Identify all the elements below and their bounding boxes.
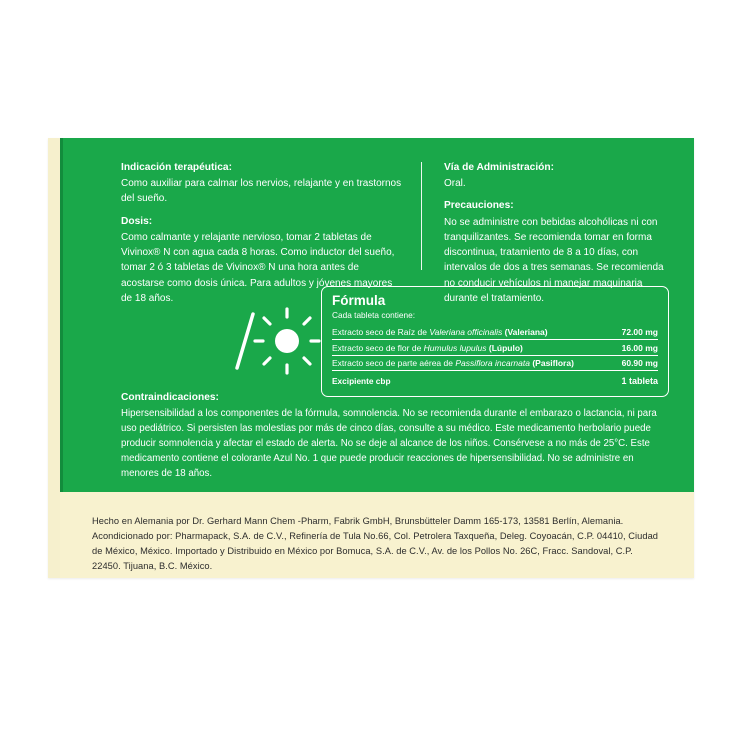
slash-divider-icon (237, 314, 253, 368)
route-text: Oral. (444, 178, 466, 190)
indication-heading: Indicación terapéutica: (121, 162, 232, 173)
sun-icon (255, 309, 319, 373)
contraindications-heading: Contraindicaciones: (121, 392, 219, 403)
formula-subtitle: Cada tableta contiene: (332, 310, 416, 321)
ingredient-amount: 16.00 mg (621, 342, 658, 353)
manufacturer-text: Hecho en Alemania por Dr. Gerhard Mann Chem -Pharm, Fabrik GmbH, Brunsbütteler Damm 165-173, 13581 Berlín, Alemania. Acondicionado por: Pharmapack, S.A. de C.V., Refinería de Tula No.66, Col. Petrolera Taxqueña, Deleg. Coyoacán, C.P. 04410, Ciudad de México, México. Importado y Distribuido en México por Bomuca, S.A. de C.V., Av. de los Pollos No. 26C, Fracc. Sandoval, C.P. 22450. Tijuana, B.C. México. (92, 516, 659, 572)
table-row (332, 355, 658, 370)
indication-text: Como auxiliar para calmar los nervios, relajante y en trastornos del sueño. (121, 178, 402, 205)
ingredient-name: Extracto seco de parte aérea de Passiflora incarnata (Pasiflora) (332, 357, 574, 368)
dosage-text: Como calmante y relajante nervioso, tomar 2 tabletas de Vivinox® N con agua cada 8 horas. Como inductor del sueño, tomar 2 ó 3 tabletas de Vivinox® N una hora antes de acostarse como dosis única. Para adultos y jóvenes mayores de 18 años. (121, 231, 395, 304)
route-heading: Vía de Administración: (444, 162, 555, 173)
table-row-excipient (332, 371, 658, 389)
formula-table (332, 325, 658, 388)
top-information-columns (121, 160, 668, 306)
contraindications-text: Hipersensibilidad a los componentes de la fórmula, somnolencia. No se recomienda durante el embarazo o lactancia, ni para uso pediátrico. Si persisten las molestias por más de cinco días, consulte a su médico. Este medicamento herbolario puede producir somnolencia y afectar el estado de alerta. No se deje al alcance de los niños. Consérvese a no más de 25°C. Este medicamento contiene el colorante Azul No. 1 que puede producir reacciones de hipersensibilidad. No se administre en menores de 18 años. (121, 408, 657, 480)
precautions-heading: Precauciones: (444, 200, 514, 212)
table-row (332, 325, 658, 340)
table-row (332, 340, 658, 355)
ingredient-name: Extracto seco de Raíz de Valeriana officinalis (Valeriana) (332, 327, 548, 338)
package-spine (48, 138, 60, 578)
excipient-amount: 1 tableta (621, 376, 658, 387)
day-night-icon-group (155, 306, 325, 376)
manufacturer-footer-panel (60, 492, 694, 578)
excipient-label: Excipiente cbp (332, 376, 391, 387)
route-precautions-column (422, 160, 668, 306)
precautions-text: No se administre con bebidas alcohólicas ni con tranquilizantes. Se recomienda tomar en forma discontinua, tratamiento de 8 a 10 días, con intervalos de dos a tres semanas. Se recomienda no conducir vehículos ni manejar maquinaria durante el tratamiento. (444, 216, 664, 304)
indication-dosage-column (121, 160, 421, 306)
formula-title: Fórmula (332, 293, 386, 308)
ingredient-amount: 72.00 mg (621, 327, 658, 338)
column-divider (421, 162, 422, 270)
contraindications-block (121, 390, 664, 481)
day-night-svg (155, 306, 325, 376)
dosage-heading: Dosis: (121, 215, 153, 227)
formula-panel (321, 286, 669, 397)
product-package (48, 138, 694, 578)
moon-icon (174, 316, 199, 366)
ingredient-name: Extracto seco de flor de Humulus lupulus (Lúpulo) (332, 342, 523, 353)
ingredient-amount: 60.90 mg (621, 357, 658, 368)
package-back-panel (63, 138, 694, 492)
